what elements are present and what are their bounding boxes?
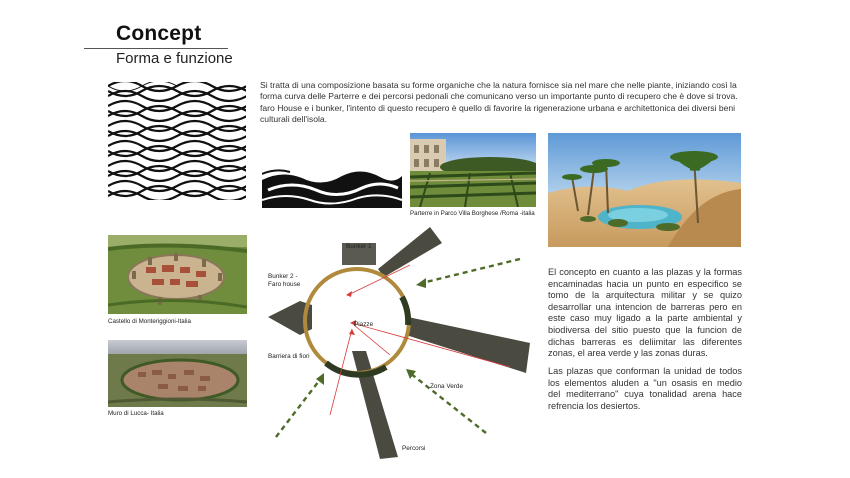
path-right xyxy=(406,317,530,373)
label-barriera: Barriera di fiori xyxy=(268,353,310,360)
lucca-photo xyxy=(108,340,247,407)
path-top-right xyxy=(378,227,442,277)
title-divider xyxy=(84,48,228,49)
page-subtitle: Forma e funzione xyxy=(116,50,233,67)
castello-caption: Castello di Monteriggioni-Italia xyxy=(108,318,191,325)
label-percorsi: Percorsi xyxy=(402,445,426,452)
sea-waves-image xyxy=(262,166,402,208)
concept-paragraph-1: El concepto en cuanto a las plazas y la formas encaminadas hacia un punto en especifico se tomo de la arquitectura militar y se quizo desarrollar una intencion de barreras pero en este caso muy ligado a la parte ambiental y biodiversa del sitio puesto que la funcion de dichas barreras es deliimitar las diferentes zonas, el area verde y las zonas duras. xyxy=(548,267,742,359)
castello-photo xyxy=(108,235,247,314)
oasis-photo xyxy=(548,133,741,247)
parterre-caption: Parterre in Parco Villa Borghese /Roma -italia xyxy=(410,210,535,217)
concept-paragraph-2: Las plazas que conforman la unidad de todos los elementos aluden a "un osasis en medio del mediterrano" cuya tonalidad arena hace refrencia los desiertos. xyxy=(548,366,742,411)
barrier-arc-right xyxy=(402,297,408,325)
parterre-photo xyxy=(410,133,536,207)
lucca-caption: Muro di Lucca- Italia xyxy=(108,410,164,417)
label-piazze: Piazze xyxy=(354,321,374,328)
label-bunker2: Bunker 2 - Faro house xyxy=(268,273,301,288)
label-zona-verde: Zona Verde xyxy=(430,383,464,390)
label-bunker1: Bunker 1 xyxy=(346,243,372,250)
page-title: Concept xyxy=(116,22,202,45)
path-bottom xyxy=(352,351,398,459)
wave-pattern-image xyxy=(108,82,246,200)
intro-paragraph: Si tratta di una composizione basata su forme organiche che la natura fornisce sia nel mare che nelle piante, iniziando così la forma curva delle Parterre e dei percorsi pedonali che comunicano verso un importante punto di recupero che è dove si trova. faro House e i bunker, l'intento di questo recupero è quello di favorire la rigenerazione urbana e architettonica dei diversi beni culturali dell'isola. xyxy=(260,80,738,125)
concept-diagram xyxy=(260,225,530,460)
